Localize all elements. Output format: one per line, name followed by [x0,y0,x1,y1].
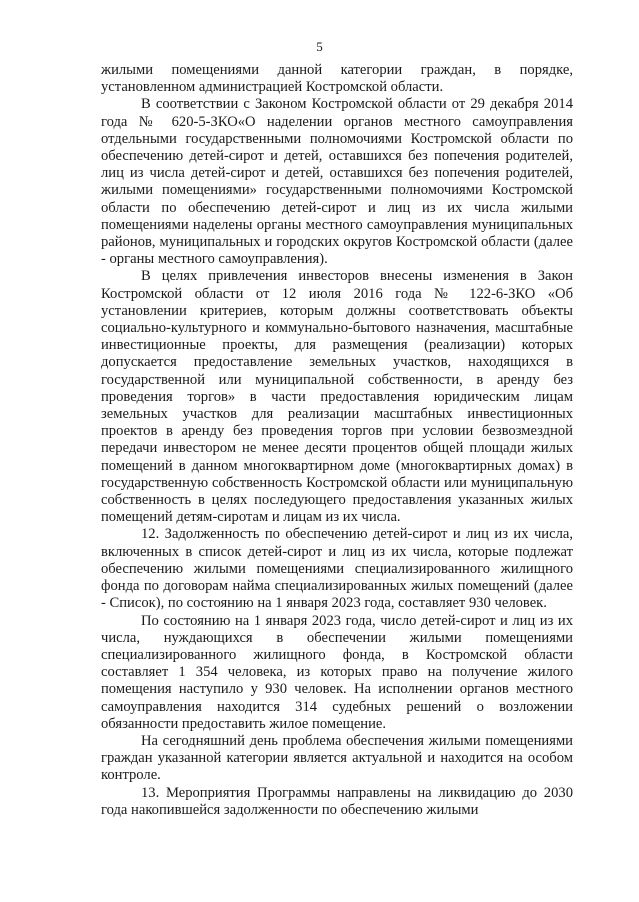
paragraph-law-620-5-zko: В соответствии с Законом Костромской области от 29 декабря 2014 года № 620-5-ЗКО«О наделении органов местного самоуправления отдельными государственными полномочиями Костромской области по обеспечению детей-сирот и детей, оставшихся без попечения родителей, лиц из числа детей-сирот и детей, оставшихся без попечения родителей, жилыми помещениями» государственными полномочиями Костромской области по обеспечению детей-сирот и лиц из их числа жилыми помещениями наделены органы местного самоуправления муниципальных районов, муниципальных и городских округов Костромской области (далее - органы местного самоуправления). [101,96,573,268]
paragraph-item-13-measures: 13. Мероприятия Программы направлены на ликвидацию до 2030 года накопившейся задолженности по обеспечению жилыми [101,784,573,818]
paragraph-investors-law: В целях привлечения инвесторов внесены изменения в Закон Костромской области от 12 июля 2016 года № 122-6-ЗКО «Об установлении критериев, которым должны соответствовать объекты социально-культурного и коммунально-бытового назначения, масштабные инвестиционные проекты, для размещения (реализации) которых допускается предоставление земельных участков, находящихся в государственной или муниципальной собственности, в аренду без проведения торгов» в части предоставления юридическим лицам земельных участков для реализации масштабных инвестиционных проектов в аренду без проведения торгов при условии безвозмездной передачи инвестором не менее десяти процентов общей площади жилых помещений в данном многоквартирном доме (многоквартирных домах) в государственную собственность Костромской области или муниципальную собственность в целях последующего предоставления указанных жилых помещений детям-сиротам и лицам из их числа. [101,268,573,526]
paragraph-statistics-2023: По состоянию на 1 января 2023 года, число детей-сирот и лиц из их числа, нуждающихся в обеспечении жилыми помещениями специализированного жилищного фонда, в Костромской области составляет 1 354 человека, из которых право на получение жилого помещения наступило у 930 человек. На исполнении органов местного самоуправления находится 314 судебных решений о возложении обязанности предоставить жилое помещение. [101,612,573,732]
document-body [101,62,573,819]
paragraph-continuation: жилыми помещениями данной категории граждан, в порядке, установленном администрацией Костромской области. [101,62,573,96]
paragraph-problem-relevance: На сегодняшний день проблема обеспечения жилыми помещениями граждан указанной категории является актуальной и находится на особом контроле. [101,732,573,784]
page-number: 5 [316,39,323,54]
paragraph-item-12-debt: 12. Задолженность по обеспечению детей-сирот и лиц из их числа, включенных в список детей-сирот и лиц из их числа, которые подлежат обеспечению жилыми помещениями специализированного жилищного фонда по договорам найма специализированных жилых помещений (далее - Список), по состоянию на 1 января 2023 года, составляет 930 человек. [101,526,573,612]
